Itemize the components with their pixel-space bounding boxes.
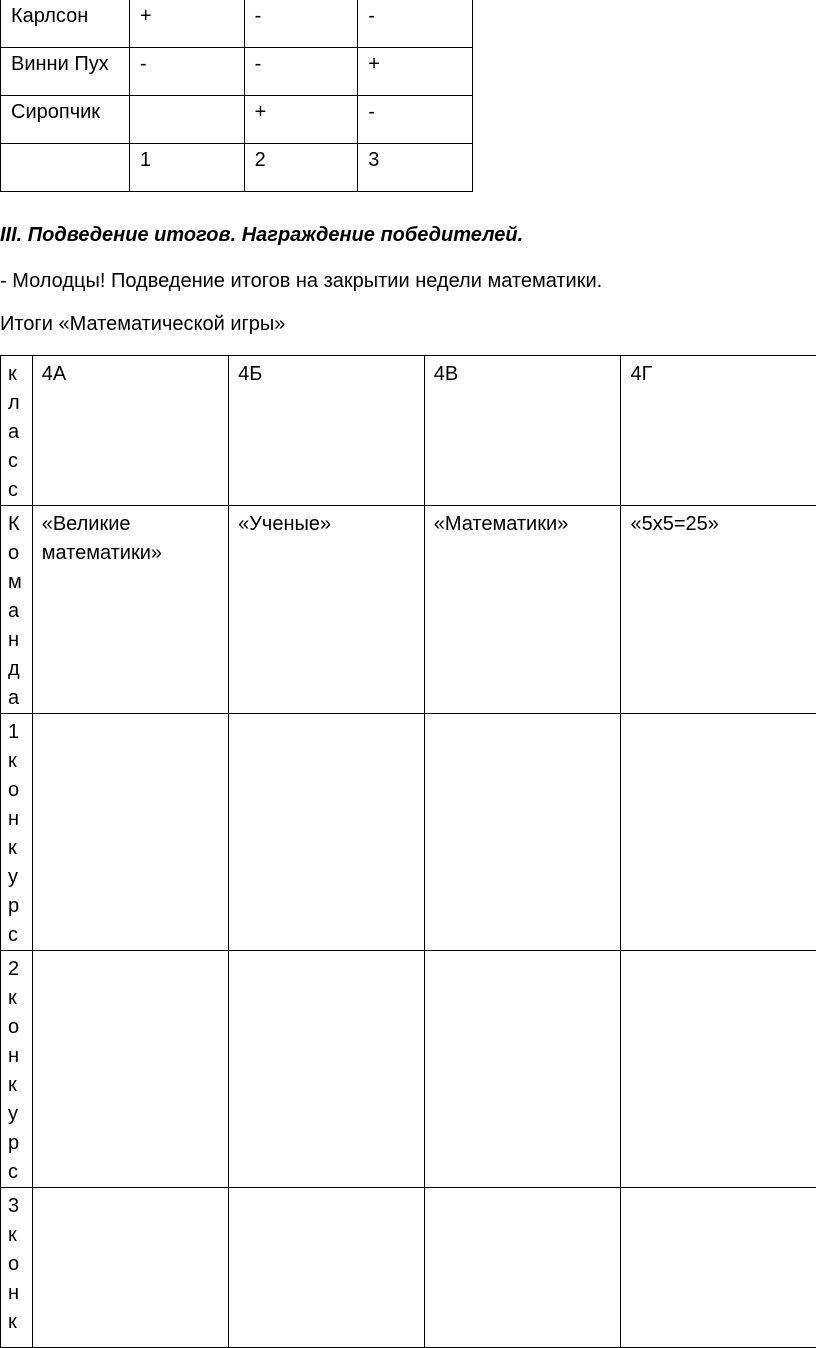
mark-cell: + [129, 0, 244, 48]
label-char: к [8, 1071, 22, 1100]
score-cell [424, 951, 621, 1188]
label-char: о [8, 776, 22, 805]
label-char: л [8, 389, 22, 418]
label-char: к [8, 834, 22, 863]
label-char: о [8, 539, 22, 568]
class-name: 4Г [630, 363, 652, 385]
label-char: 1 [8, 718, 22, 747]
label-char: н [8, 805, 22, 834]
class-label-cell [1, 356, 33, 506]
label-char: 2 [8, 955, 22, 984]
round3-row [1, 1188, 816, 1348]
game-results-table [0, 355, 816, 1348]
label-char: к [8, 984, 22, 1013]
row-siropchik [1, 96, 473, 144]
round2-row [1, 951, 816, 1188]
characters-table [0, 0, 473, 192]
score-cell [229, 951, 425, 1188]
label-char: р [8, 1129, 22, 1158]
mark-cell: + [244, 96, 358, 144]
character-name-cell [1, 144, 130, 192]
team-cell [32, 506, 228, 714]
character-name-cell: Карлсон [1, 0, 130, 48]
round1-label-cell [1, 714, 33, 951]
score-cell [229, 714, 425, 951]
team-label-cell [1, 506, 33, 714]
team-name: «Математики» [434, 510, 613, 539]
label-char: с [8, 921, 22, 950]
summary-paragraph: - Молодцы! Подведение итогов на закрытии недели математики. [0, 270, 602, 293]
team-label [8, 510, 22, 713]
character-name-cell: Винни Пух [1, 48, 130, 96]
character-name-cell: Сиропчик [1, 96, 130, 144]
label-char: с [8, 447, 22, 476]
label-char: а [8, 418, 22, 447]
label-char: о [8, 1250, 22, 1279]
label-char: м [8, 568, 22, 597]
label-char: к [8, 360, 22, 389]
team-name: «Ученые» [238, 510, 416, 539]
round1-row [1, 714, 816, 951]
mark-cell: - [244, 0, 358, 48]
label-char: н [8, 626, 22, 655]
class-cell [621, 356, 816, 506]
class-cell [229, 356, 425, 506]
team-cell [424, 506, 621, 714]
mark-cell: - [129, 48, 244, 96]
mark-cell: 2 [244, 144, 358, 192]
label-char: у [8, 863, 22, 892]
round3-label [8, 1192, 22, 1337]
class-label [8, 360, 22, 505]
round2-label-cell [1, 951, 33, 1188]
class-cell [32, 356, 228, 506]
score-cell [424, 714, 621, 951]
class-cell [424, 356, 621, 506]
class-name: 4Б [238, 363, 262, 385]
score-cell [621, 951, 816, 1188]
class-name: 4В [434, 363, 458, 385]
mark-cell [129, 96, 244, 144]
score-cell [32, 1188, 228, 1348]
mark-cell: - [358, 0, 473, 48]
label-char: а [8, 684, 22, 713]
label-char: с [8, 1158, 22, 1187]
class-row [1, 356, 816, 506]
mark-cell: + [358, 48, 473, 96]
mark-cell: 1 [129, 144, 244, 192]
row-winnie [1, 48, 473, 96]
section-heading: III. Подведение итогов. Награждение победителей. [0, 224, 523, 247]
score-cell [32, 714, 228, 951]
score-cell [424, 1188, 621, 1348]
score-cell [621, 1188, 816, 1348]
label-char: н [8, 1042, 22, 1071]
label-char: н [8, 1279, 22, 1308]
mark-cell: - [244, 48, 358, 96]
label-char: а [8, 597, 22, 626]
team-row [1, 506, 816, 714]
label-char: д [8, 655, 22, 684]
label-char: у [8, 1100, 22, 1129]
mark-cell: 3 [358, 144, 473, 192]
mark-cell: - [358, 96, 473, 144]
label-char: 3 [8, 1192, 22, 1221]
team-cell [621, 506, 816, 714]
label-char: К [8, 510, 22, 539]
row-karlson [1, 0, 473, 48]
team-cell [229, 506, 425, 714]
team-name: «Великие математики» [42, 510, 220, 568]
score-cell [621, 714, 816, 951]
round2-label [8, 955, 22, 1187]
team-name: «5х5=25» [630, 510, 808, 539]
label-char: с [8, 476, 22, 505]
score-cell [229, 1188, 425, 1348]
results-caption: Итоги «Математической игры» [0, 313, 285, 336]
round3-label-cell [1, 1188, 33, 1348]
score-cell [32, 951, 228, 1188]
label-char: к [8, 1221, 22, 1250]
label-char: о [8, 1013, 22, 1042]
label-char: к [8, 747, 22, 776]
label-char: р [8, 892, 22, 921]
round1-label [8, 718, 22, 950]
row-numbers [1, 144, 473, 192]
class-name: 4А [42, 363, 66, 385]
label-char: к [8, 1308, 22, 1337]
